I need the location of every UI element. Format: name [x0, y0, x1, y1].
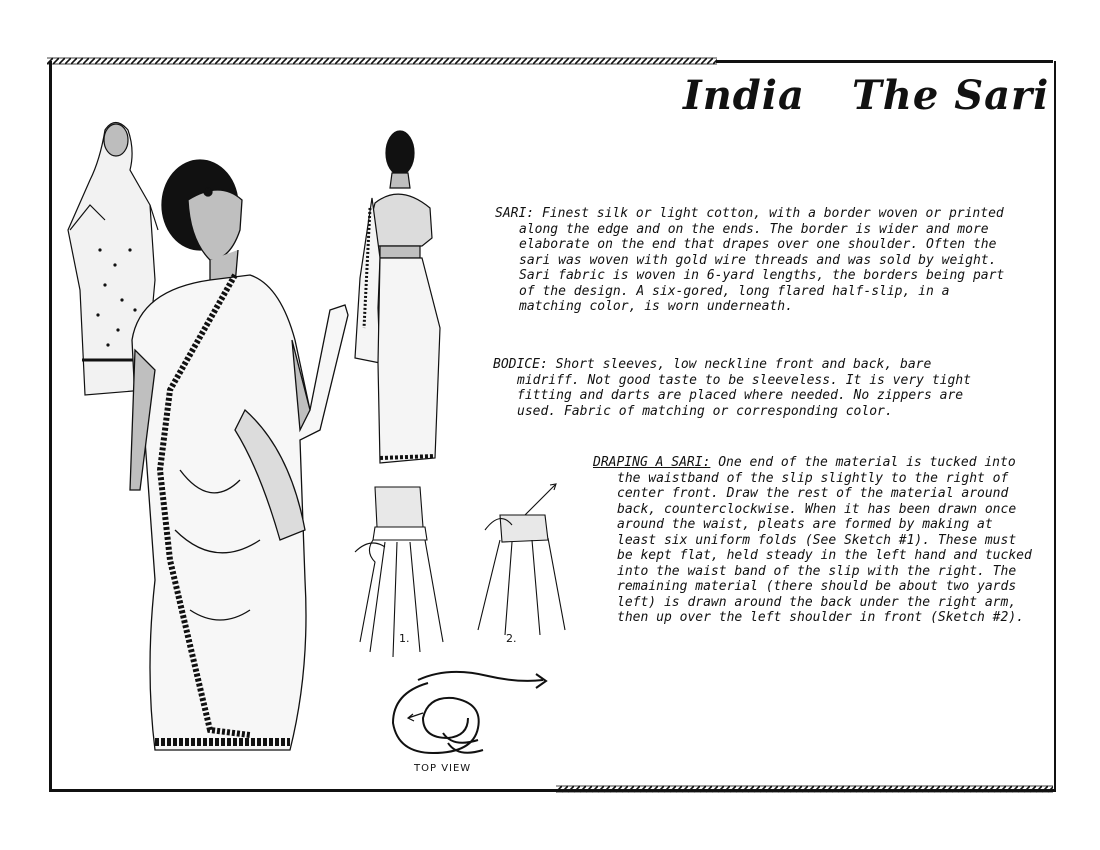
section-bodice [493, 357, 987, 419]
title-subject: The Sari [852, 72, 1050, 119]
back-view-illustration [350, 128, 450, 468]
section-draping [593, 455, 1037, 626]
sketch-1-illustration [345, 482, 450, 662]
section-sari-heading: SARI: [495, 206, 535, 221]
section-bodice-body: Short sleeves, low neckline front and back, bare midriff. Not good taste to be sleeveless. It is very tight fitting and darts are placed where needed. No zippers are used. Fabric of matching or corresponding color. [517, 357, 971, 419]
section-sari-body: Finest silk or light cotton, with a border woven or printed along the edge and on the ends. The border is wider and more elaborate on the end that drapes over one shoulder. Often the sari was woven with gold wire threads and was sold by weight. Sari fabric is woven in 6-yard lengths, the borders being part of the design. A six-gored, long flared half-slip, in a matching color, is worn underneath. [519, 206, 1005, 314]
sketch-2-illustration [470, 480, 570, 640]
top-view-diagram [388, 668, 553, 763]
sketch-2-label: 2. [506, 632, 517, 645]
title-country: India [683, 72, 805, 119]
section-draping-heading: DRAPING A SARI: [593, 455, 711, 470]
section-draping-body: One end of the material is tucked into the waistband of the slip slightly to the right of center front. Draw the rest of the material around back, counterclockwise. When it has been drawn once around the waist, pleats are formed by making at least six uniform folds (See Sketch #1). These must be kept flat, held steady in the left hand and tucked into the waist band of the slip with the right. The remaining material (there should be about two yards left) is drawn around the back under the right arm, then up over the left shoulder in front (Sketch #2). [617, 455, 1032, 625]
main-figure-illustration [60, 110, 360, 760]
top-view-label: TOP VIEW [414, 763, 472, 774]
section-sari [495, 206, 1019, 315]
section-bodice-heading: BODICE: [493, 357, 548, 372]
sketch-1-label: 1. [399, 632, 410, 645]
